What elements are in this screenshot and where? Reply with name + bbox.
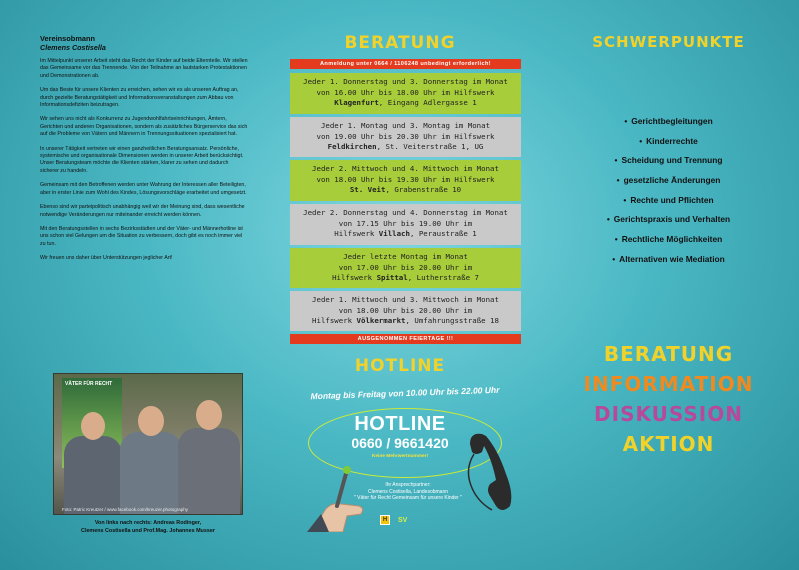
caption-line: Von links nach rechts: Andreas Rodinger,	[94, 520, 202, 526]
hotline-number[interactable]: 0660 / 9661420	[351, 435, 449, 451]
slot-line: von 18.00 Uhr bis 20.00 Uhr im	[338, 305, 473, 315]
slot-line: von 17.15 Uhr bis 19.00 Uhr im	[338, 218, 473, 228]
slot-address: , Peraustraße 1	[409, 229, 477, 239]
slot-address: , Lutherstraße 7	[407, 273, 479, 283]
team-photo	[53, 373, 243, 515]
person-head	[81, 412, 105, 440]
hotline-note: Keine Mehrwertnummer!	[371, 454, 429, 459]
person-figure	[178, 428, 240, 514]
focus-list	[538, 112, 799, 270]
slot-address: , Eingang Adlergasse 1	[378, 98, 477, 108]
person-head	[196, 400, 222, 430]
focus-item: • gesetzliche Änderungen	[538, 171, 799, 191]
intro-paragraph: Um das Beste für unsere Klienten zu erreichen, sehen wir es als unseren Auftrag an, durch gezielte Beratungstätigkeit und Informationsveranstaltungen zum Abbau von Informationsdefiziten beizutragen.	[40, 87, 239, 109]
slot-line	[290, 229, 521, 240]
slot-city: Spittal	[376, 273, 408, 283]
motto-beratung: BERATUNG	[603, 342, 734, 366]
focus-item: • Kinderrechte	[538, 132, 799, 152]
beratung-title: BERATUNG	[344, 33, 456, 53]
person-figure	[120, 432, 182, 514]
hotline-label: HOTLINE	[354, 413, 446, 435]
sv-logo: SV	[398, 516, 408, 524]
slot-voelkermarkt	[290, 291, 521, 331]
slot-address: , St. Veiterstraße 1, UG	[376, 142, 484, 152]
contact-line: Ihr Ansprechpartner:	[385, 482, 431, 488]
hotline-title: HOTLINE	[354, 356, 446, 376]
person-head	[138, 406, 164, 436]
slot-city: Völkermarkt	[356, 316, 406, 326]
slot-prefix: Hilfswerk	[334, 229, 379, 239]
intro-title: Vereinsobmann	[40, 34, 96, 43]
slot-city: Villach	[378, 229, 410, 239]
slot-line	[290, 316, 521, 327]
slot-line: Jeder 1. Mittwoch und 3. Mittwoch im Monat	[312, 295, 499, 304]
holidays-notice: AUSGENOMMEN FEIERTAGE !!!	[290, 334, 521, 344]
intro-paragraph: Wir freuen uns daher über Unterstützungen jeglicher Art!	[40, 255, 173, 262]
schwerpunkte-title: SCHWERPUNKTE	[592, 33, 745, 51]
telephone-receiver-icon	[462, 430, 517, 520]
focus-item: • Scheidung und Trennung	[538, 151, 799, 171]
slot-st-veit	[290, 160, 521, 201]
intro-paragraph: Gemeinsam mit den Betroffenen werden unter Wahrung der Interessen aller Beteiligten, aber in erster Linie zum Wohl des Kindes, Lösungsvorschläge erarbeitet und umgesetzt.	[40, 182, 247, 196]
intro-paragraph: Mit den Beratungsstellen in sechs Bezirksstädten und der Väter- und Männerhotline ist uns schon viel Gelungen um die Situation zu verbessern, doch gibt es noch immer viel zu tun.	[40, 225, 243, 247]
slot-city: St. Veit	[349, 185, 386, 195]
intro-paragraph: Ebenso sind wir parteipolitisch unabhängig weil wir der Meinung sind, dass wesentliche notwendige Veränderungen nur miteinander erreicht werden können.	[40, 204, 245, 218]
slot-line: von 18.00 Uhr bis 19.30 Uhr im Hilfswerk	[316, 174, 495, 184]
focus-item: • Gerichtbegleitungen	[538, 112, 799, 132]
slot-city: Klagenfurt	[334, 98, 379, 108]
hilfswerk-logo: H	[380, 515, 390, 525]
slot-line: Jeder 2. Mittwoch und 4. Mittwoch im Monat	[312, 164, 499, 173]
slot-line: von 19.00 Uhr bis 20.30 Uhr im Hilfswerk	[316, 131, 495, 141]
photo-banner: VÄTER FÜR RECHT	[62, 378, 122, 468]
registration-notice: Anmeldung unter 0664 / 1106248 unbedingt erforderlich!	[290, 59, 521, 69]
person-figure	[64, 436, 122, 514]
slot-line: von 17.00 Uhr bis 20.00 Uhr im	[338, 262, 473, 272]
motto-information: INFORMATION	[583, 372, 754, 396]
focus-item: • Rechte und Pflichten	[538, 191, 799, 211]
slot-line	[290, 142, 521, 153]
slot-city: Feldkirchen	[327, 142, 377, 152]
caption-line: Clemens Costisella und Prof.Mag. Johannes Musser	[81, 527, 215, 534]
focus-item: • Gerichtspraxis und Verhalten	[538, 210, 799, 230]
focus-item: • Alternativen wie Mediation	[538, 250, 799, 270]
slot-line: Jeder letzte Montag im Monat	[343, 252, 468, 261]
slot-spittal	[290, 248, 521, 288]
slot-villach	[290, 204, 521, 245]
logo-row	[380, 515, 407, 525]
intro-subtitle: Clemens Costisella	[40, 43, 106, 52]
slot-line	[290, 185, 521, 196]
slot-address: , Grabenstraße 10	[385, 185, 462, 195]
hotline-hours: Montag bis Freitag von 10.00 Uhr bis 22.00 Uhr	[310, 384, 500, 402]
contact-line: " Väter für Recht Gemeinsam für unsere Kinder "	[353, 495, 463, 502]
photo-credit: Foto: Patric Kreutzer / www.facebook.com/kreuzer.photography	[62, 507, 189, 512]
middle-panel	[262, 0, 538, 570]
intro-paragraph: In unserer Tätigkeit vertreten wir einen ganzheitlichen Beratungsansatz. Persönliche, systemische und organisationale Dimensionen werden in unserer Arbeit berücksichtigt. Unser Beratungsteam möchte die Klienten stärken, klarer zu sehen und dadurch sicherer zu handeln.	[40, 145, 244, 174]
motto-aktion: AKTION	[622, 432, 715, 456]
contact-block	[338, 482, 478, 502]
slot-feldkirchen	[290, 117, 521, 157]
photo-caption	[53, 520, 243, 535]
focus-item: • Rechtliche Möglichkeiten	[538, 230, 799, 250]
slot-line	[290, 98, 521, 109]
slot-line: Jeder 2. Donnerstag und 4. Donnerstag im Monat	[303, 208, 508, 217]
intro-paragraph: Wir sehen uns nicht als Konkurrenz zu Jugendwohlfahrtseinrichtungen, Ämtern, Gerichten und anderen Organisationen, sondern als zusätzliches Bürgerservice das sich auf die Probleme von Vätern und Männern in Trennungssituationen spezialisiert hat.	[40, 116, 248, 138]
motto-diskussion: DISKUSSION	[594, 402, 743, 426]
slot-prefix: Hilfswerk	[332, 273, 377, 283]
slot-prefix: Hilfswerk	[312, 316, 357, 326]
slot-line	[290, 273, 521, 284]
right-panel	[538, 0, 799, 570]
contact-line: Clemens Costisella, Landesobmann	[367, 488, 449, 495]
slot-address: , Umfahrungsstraße 18	[405, 316, 499, 326]
slot-klagenfurt	[290, 73, 521, 114]
slot-line: von 16.00 Uhr bis 18.00 Uhr im Hilfswerk	[316, 87, 495, 97]
slot-line: Jeder 1. Montag und 3. Montag im Monat	[320, 121, 491, 130]
slot-line: Jeder 1. Donnerstag und 3. Donnerstag im Monat	[303, 77, 508, 86]
intro-paragraph: Im Mittelpunkt unserer Arbeit steht das Recht der Kinder auf beide Elternteile. Wir stellen das Gemeinsame vor das Trennende. Von der Teilnahme an lautstarken Protestaktionen und Demonstrationen ab.	[40, 58, 248, 79]
